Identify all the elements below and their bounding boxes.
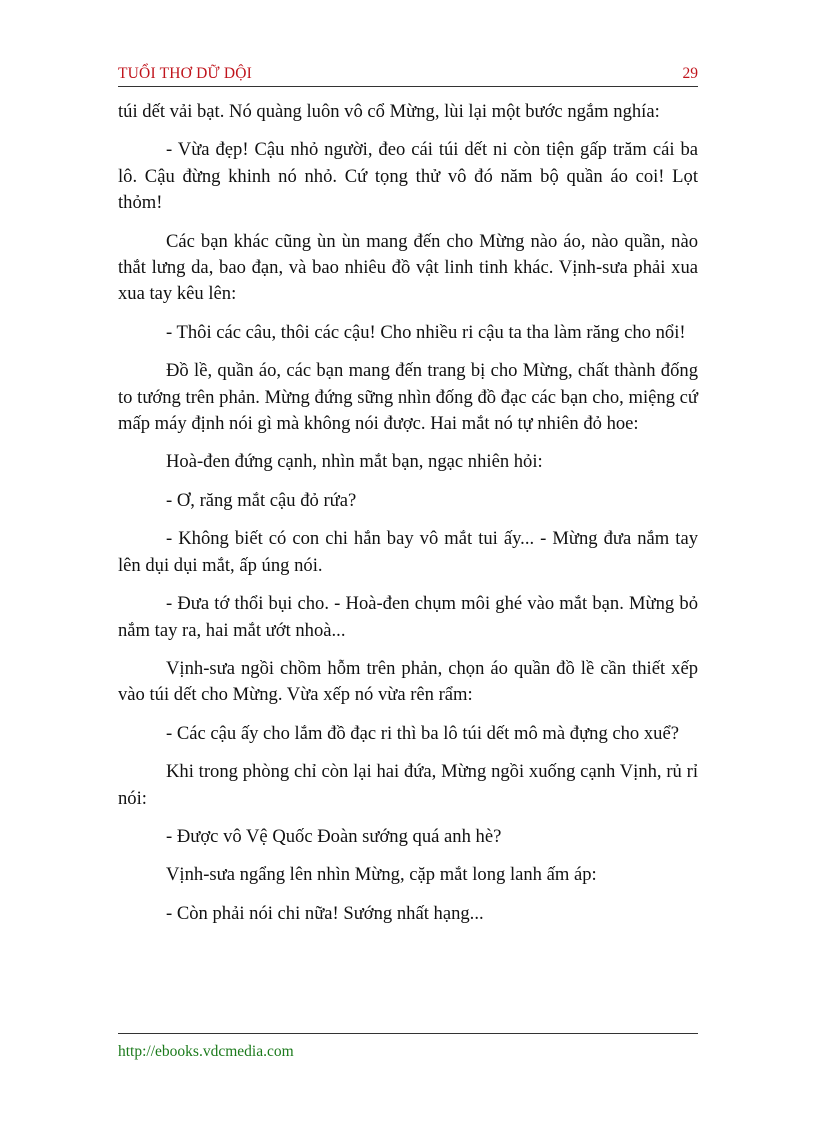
- paragraph: - Các cậu ấy cho lắm đồ đạc ri thì ba lô túi dết mô mà đựng cho xuể?: [166, 722, 679, 744]
- paragraph: Khi trong phòng chỉ còn lại hai đứa, Mừng ngồi xuống cạnh Vịnh, rủ rỉ nói:: [118, 761, 698, 809]
- paragraph: - Không biết có con chi hắn bay vô mắt tui ấy... - Mừng đưa nắm tay lên dụi dụi mắt, ấp úng nói.: [118, 528, 698, 576]
- footer-url-link[interactable]: http://ebooks.vdcmedia.com: [118, 1043, 294, 1060]
- paragraph: Vịnh-sưa ngồi chồm hỗm trên phản, chọn áo quần đồ lề cần thiết xếp vào túi dết cho Mừng. Vừa xếp nó vừa rên rẩm:: [118, 657, 698, 706]
- body-text: [118, 99, 698, 939]
- paragraph: - Đưa tớ thổi bụi cho. - Hoà-đen chụm môi ghé vào mắt bạn. Mừng bỏ nắm tay ra, hai mắt ướt nhoà...: [118, 593, 698, 641]
- paragraph: - Vừa đẹp! Cậu nhỏ người, đeo cái túi dết ni còn tiện gấp trăm cái ba lô. Cậu đừng khinh nó nhỏ. Cứ tọng thử vô đó năm bộ quần áo coi! Lọt thỏm!: [118, 139, 698, 214]
- paragraph: - Ơ, răng mắt cậu đỏ rứa?: [166, 489, 357, 511]
- paragraph: Các bạn khác cũng ùn ùn mang đến cho Mừng nào áo, nào quần, nào thắt lưng da, bao đạn, và bao nhiêu đồ vật linh tinh khác. Vịnh-sưa phải xua xua tay kêu lên:: [118, 230, 698, 305]
- paragraph: túi dết vải bạt. Nó quàng luôn vô cổ Mừng, lùi lại một bước ngắm nghía:: [118, 101, 660, 122]
- paragraph: - Được vô Vệ Quốc Đoàn sướng quá anh hè?: [166, 825, 502, 847]
- paragraph: Hoà-đen đứng cạnh, nhìn mắt bạn, ngạc nhiên hỏi:: [166, 451, 543, 473]
- footer-divider: [118, 1033, 698, 1034]
- paragraph: - Thôi các câu, thôi các cậu! Cho nhiều ri cậu ta tha làm răng cho nổi!: [166, 321, 686, 343]
- paragraph: Đồ lề, quần áo, các bạn mang đến trang bị cho Mừng, chất thành đống to tướng trên phản. Mừng đứng sững nhìn đống đồ đạc các bạn cho, miệng cứ mấp máy định nói gì mà không nói được. Hai mắt nó tự nhiên đỏ hoe:: [118, 360, 698, 435]
- book-title: TUỔI THƠ DỮ DỘI: [118, 65, 252, 82]
- paragraph: Vịnh-sưa ngẩng lên nhìn Mừng, cặp mắt long lanh ấm áp:: [166, 864, 597, 886]
- page-number: 29: [682, 65, 698, 82]
- running-header: [118, 62, 698, 87]
- paragraph: - Còn phải nói chi nữa! Sướng nhất hạng...: [166, 902, 484, 924]
